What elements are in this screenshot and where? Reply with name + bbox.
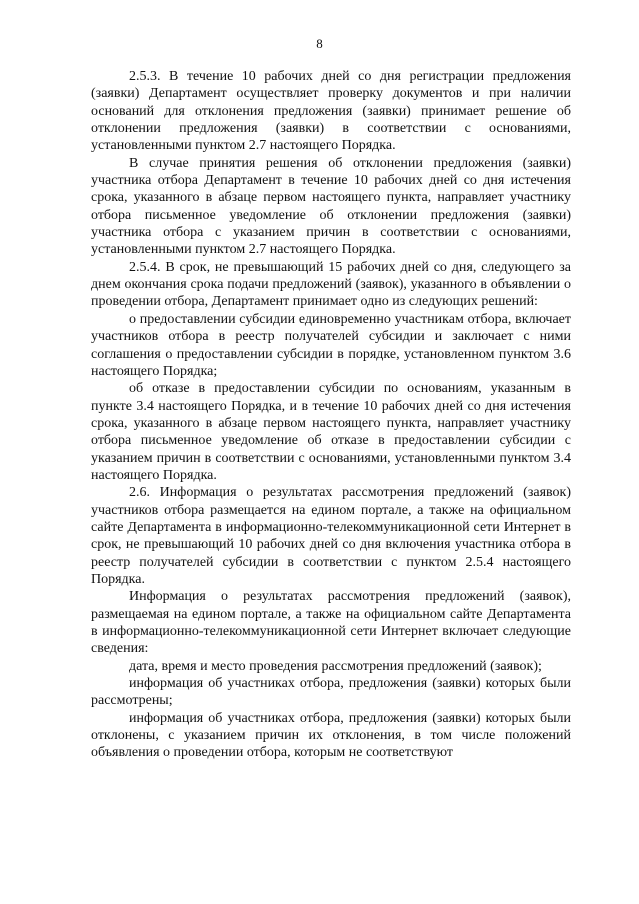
paragraph-date-time-place: дата, время и место проведения рассмотрения предложений (заявок); [129,658,542,674]
document-body [91,68,571,762]
paragraph-grant-decision: о предоставлении субсидии единовременно участникам отбора, включает участников отбора в реестр получателей субсидии и заключает с ними соглашения о предоставлении субсидии в порядке, установленном пунктом 3.6 настоящего Порядка; [91,311,571,379]
paragraph-reviewed-participants: информация об участниках отбора, предложения (заявки) которых были рассмотрены; [91,676,571,709]
paragraph-rejection-notice: В случае принятия решения об отклонении предложения (заявки) участника отбора Департамент в течение 10 рабочих дней со дня истечения срока, указанного в абзаце первом настоящего пункта, направляет участнику отбора письменное уведомление об отклонении предложения (заявки) участника отбора с указанием причин в соответствии с основаниями, установленными пунктом 2.7 настоящего Порядка. [91,155,571,258]
paragraph-2-5-3: 2.5.3. В течение 10 рабочих дней со дня регистрации предложения (заявки) Департамент осуществляет проверку документов и при наличии оснований для отклонения предложения (заявки) принимает решение об отклонении предложения (заявки) в соответствии с основаниями, установленными пунктом 2.7 настоящего Порядка. [91,69,571,154]
paragraph-refusal-decision: об отказе в предоставлении субсидии по основаниям, указанным в пункте 3.4 настоящего Порядка, и в течение 10 рабочих дней со дня истечения срока, указанного в абзаце первом настоящего пункта, направляет участнику отбора письменное уведомление об отказе в предоставлении субсидии с указанием причин в соответствии с основаниями, установленными пунктом 3.4 настоящего Порядка. [91,381,571,483]
paragraph-rejected-participants: информация об участниках отбора, предложения (заявки) которых были отклонены, с указанием причин их отклонения, в том числе положений объявления о проведении отбора, которым не соответствуют [91,710,571,761]
paragraph-results-info: Информация о результатах рассмотрения предложений (заявок), размещаемая на едином портале, а также на официальном сайте Департамента в информационно-телекоммуникационной сети Интернет включает следующие сведения: [91,589,571,657]
paragraph-2-5-4: 2.5.4. В срок, не превышающий 15 рабочих дней со дня, следующего за днем окончания срока подачи предложений (заявок), указанного в объявлении о проведении отбора, Департамент принимает одно из следующих решений: [91,259,571,310]
page-number: 8 [316,36,323,51]
paragraph-2-6: 2.6. Информация о результатах рассмотрения предложений (заявок) участников отбора размещается на едином портале, а также на официальном сайте Департамента в информационно-телекоммуникационной сети Интернет в срок, не превышающий 10 рабочих дней со дня включения участника отбора в реестр получателей субсидии в соответствии с пунктом 2.5.4 настоящего Порядка. [91,485,571,587]
